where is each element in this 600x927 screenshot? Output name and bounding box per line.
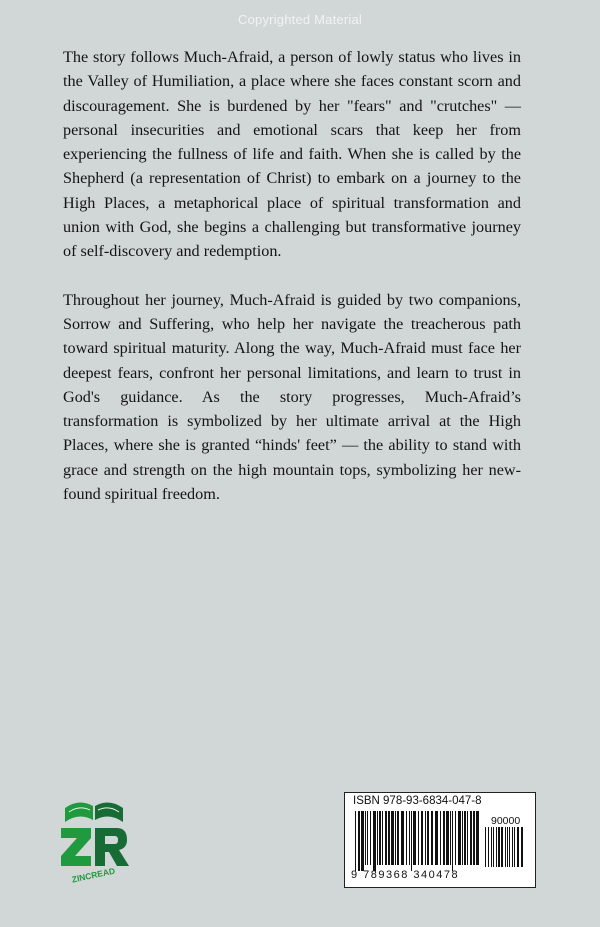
barcode-bar [507, 827, 508, 867]
barcode-bar [411, 811, 412, 871]
barcode-bar [464, 811, 466, 865]
zincread-logo [55, 792, 133, 888]
barcode-bar [493, 827, 494, 867]
barcode-bar [485, 827, 486, 867]
back-cover-blurb [63, 45, 521, 506]
isbn-barcode [344, 792, 536, 888]
barcode-bar [458, 811, 461, 865]
barcode-bar [491, 827, 492, 867]
blurb-paragraph-2: Throughout her journey, Much-Afraid is guided by two companions, Sorrow and Suffering, who help her navigate the treacherous path toward spiritual maturity. Along the way, Much-Afraid must face her deepest fears, confront her personal limitations, and learn to trust in God's guidance. As the story progresses, Much-Afraid’s transformation is symbolized by her ultimate arrival at the High Places, where she is granted “hinds' feet” — the ability to stand with grace and strength on the high mountain tops, symbolizing her new-found spiritual freedom. [63, 290, 521, 504]
barcode-bar [377, 811, 378, 865]
barcode-bar [413, 811, 416, 865]
barcode-bar [446, 811, 449, 865]
z-letterform [61, 828, 91, 866]
barcode-bar [452, 811, 453, 871]
open-book-icon [65, 802, 123, 822]
barcode-bar [365, 811, 366, 865]
barcode-bar [425, 811, 426, 865]
barcode-bar [401, 811, 404, 865]
barcode-bar [382, 811, 383, 865]
barcode-bar [498, 827, 500, 867]
barcode-bar [521, 827, 523, 867]
barcode-bar [370, 811, 371, 865]
barcode-bar [395, 811, 396, 865]
barcode-bar [358, 811, 360, 871]
barcode-bar [455, 811, 456, 865]
barcode-bar [509, 827, 510, 867]
barcode-bar [473, 811, 475, 865]
barcode-bar [443, 811, 445, 865]
r-letterform [95, 828, 129, 866]
barcode-bar [391, 811, 394, 865]
publisher-wordmark: ZINCREAD [70, 865, 116, 885]
barcode-bar [427, 811, 429, 865]
barcode-bar [406, 811, 407, 865]
barcode-bar [361, 811, 364, 871]
barcode-bar [355, 811, 356, 871]
barcode-bar [409, 811, 410, 865]
barcode-bar [470, 811, 472, 865]
barcode-bar [505, 827, 506, 867]
barcode-digits: 9 789368 340478 [351, 869, 460, 881]
barcode-bar [467, 811, 468, 865]
barcode-bar [462, 811, 463, 865]
barcode-bar [385, 811, 387, 865]
barcode-bar [418, 811, 419, 865]
ean13-bars [355, 811, 481, 871]
barcode-bar [450, 811, 451, 865]
blurb-paragraph-1: The story follows Much-Afraid, a person of lowly status who lives in the Valley of Humiliation, a place where she faces constant scorn and discouragement. She is burdened by her "fears" and "crutches" — personal insecurities and emotional scars that keep her from experiencing the fullness of life and faith. When she is called by the Shepherd (a representation of Christ) to embark on a journey to the High Places, a metaphorical place of spiritual transformation and union with God, she begins a challenging but transformative journey of self-discovery and redemption. [63, 48, 521, 261]
barcode-bar [388, 811, 390, 865]
barcode-bar [476, 811, 479, 865]
barcode-bar [488, 827, 489, 867]
barcode-bar [435, 811, 438, 865]
barcode-bar [421, 811, 423, 865]
barcode-bar [373, 811, 376, 871]
copyright-watermark-top: Copyrighted Material [238, 12, 362, 27]
barcode-bar [501, 827, 503, 867]
barcode-bar [431, 811, 433, 865]
barcode-bar [397, 811, 399, 865]
barcode-bar [517, 827, 519, 867]
barcode-bar [440, 811, 441, 865]
addon-bars [485, 827, 525, 871]
barcode-bar [512, 827, 513, 867]
barcode-bar [514, 827, 515, 867]
barcode-bar [367, 811, 368, 865]
price-code: 90000 [491, 815, 521, 827]
isbn-number: ISBN 978-93-6834-047-8 [353, 795, 482, 807]
barcode-bar [496, 827, 497, 867]
barcode-bar [379, 811, 381, 865]
